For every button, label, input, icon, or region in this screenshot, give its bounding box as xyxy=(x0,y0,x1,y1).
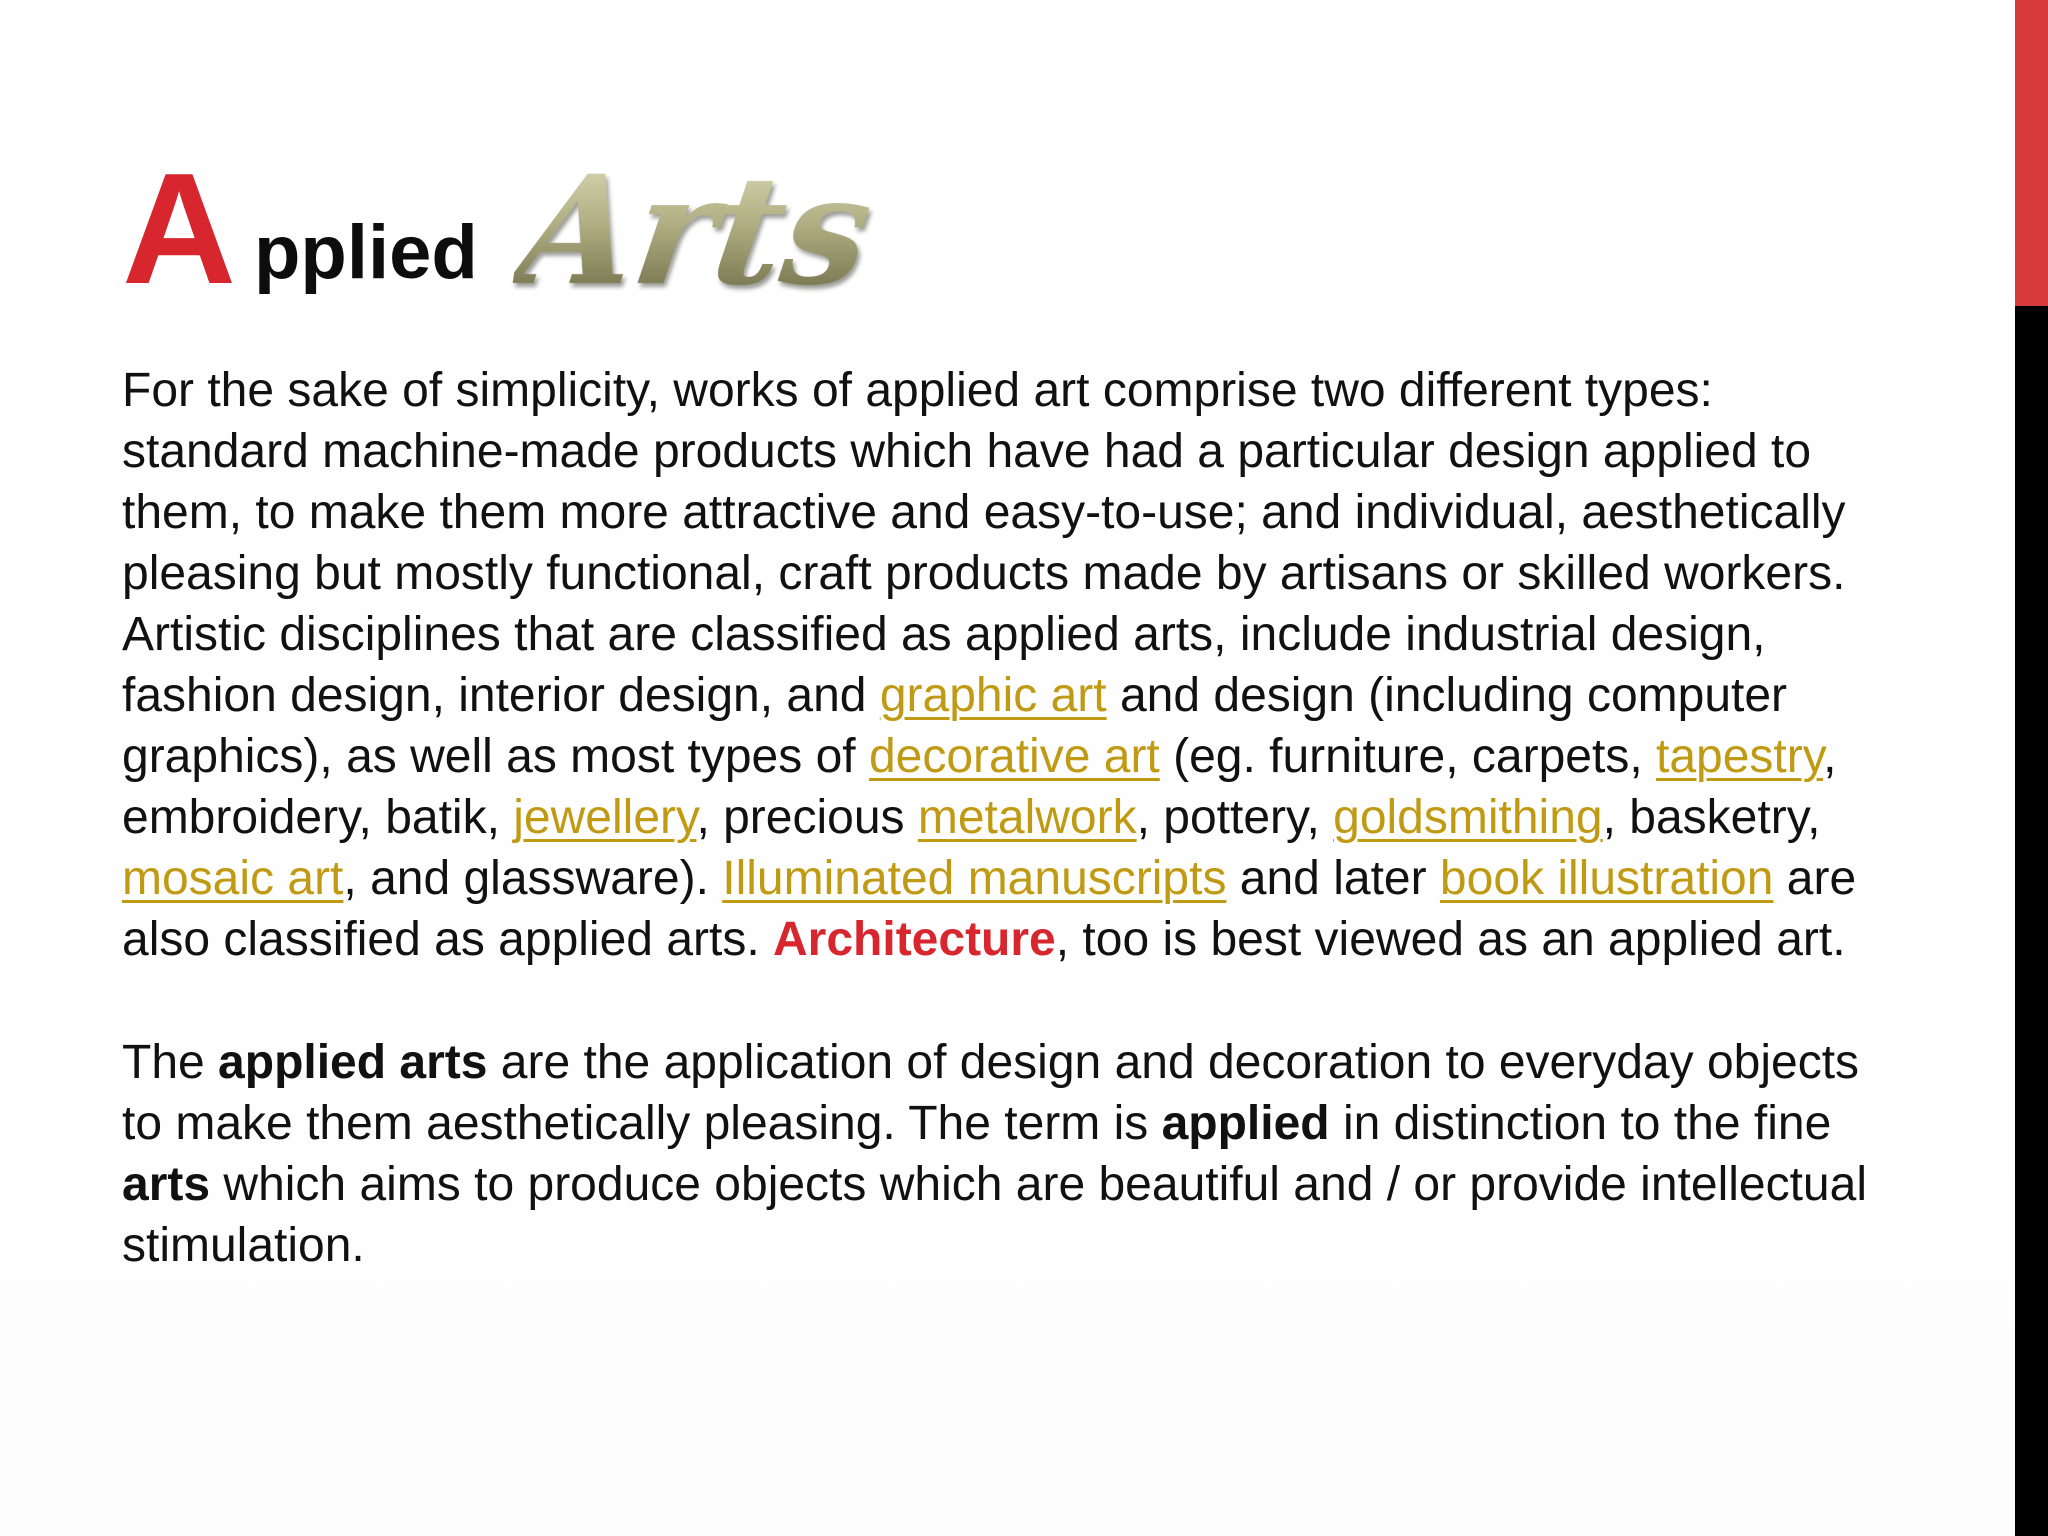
text-span: are also classified as applied arts. xyxy=(122,852,1857,966)
title-initial-letter: A xyxy=(122,141,235,317)
link-decorative-art[interactable]: decorative art xyxy=(868,730,1160,783)
slide-body xyxy=(122,360,1882,1276)
link-metalwork[interactable]: metalwork xyxy=(917,791,1137,844)
bold-applied-arts: applied arts xyxy=(218,1036,488,1089)
text-span: , basketry, xyxy=(1602,791,1821,844)
text-span: and later xyxy=(1226,852,1440,905)
text-span: (eg. furniture, carpets, xyxy=(1159,730,1656,783)
text-span: and design (including computer graphics), as well as most types of xyxy=(122,669,1788,783)
text-span: , pottery, xyxy=(1136,791,1334,844)
title-word-applied: pplied xyxy=(254,210,478,295)
text-span: , embroidery, batik, xyxy=(122,730,1837,844)
link-mosaic-art[interactable]: mosaic art xyxy=(122,852,344,905)
link-book-illustration[interactable]: book illustration xyxy=(1439,852,1774,905)
link-graphic-art[interactable]: graphic art xyxy=(879,669,1107,722)
link-tapestry[interactable]: tapestry xyxy=(1655,730,1824,783)
slide-title xyxy=(122,141,882,319)
text-span: , and glassware). xyxy=(343,852,723,905)
paragraph-definition xyxy=(122,1032,1882,1276)
bold-arts: arts xyxy=(122,1158,211,1211)
text-span: are the application of design and decoration to everyday objects to make them aesthetically pleasing. The term is xyxy=(122,1036,1860,1150)
highlight-architecture: Architecture xyxy=(773,913,1056,966)
text-span: For the sake of simplicity, works of applied art comprise two different types: standard machine-made products which have had a particular design applied to them, to make them more attractive and easy-to-use; and individual, aesthetically pleasing but mostly functional, craft products made by artisans or skilled workers. Artistic disciplines that are classified as applied arts, include industrial design, fashion design, interior design, and xyxy=(122,364,1846,722)
text-span: The xyxy=(122,1036,219,1089)
text-span: , too is best viewed as an applied art. xyxy=(1055,913,1846,966)
side-accent-bar-red xyxy=(2015,0,2048,306)
paragraph-types-of-applied-art xyxy=(122,360,1882,970)
title-word-arts-wordart: Arts xyxy=(507,143,882,319)
link-goldsmithing[interactable]: goldsmithing xyxy=(1333,791,1603,844)
text-span: which aims to produce objects which are beautiful and / or provide intellectual stimulation. xyxy=(122,1158,1867,1272)
bold-applied: applied xyxy=(1161,1097,1330,1150)
text-span: , precious xyxy=(696,791,918,844)
text-span: in distinction to the fine xyxy=(1329,1097,1832,1150)
link-jewellery[interactable]: jewellery xyxy=(513,791,697,844)
link-illuminated-manuscripts[interactable]: Illuminated manuscripts xyxy=(722,852,1227,905)
